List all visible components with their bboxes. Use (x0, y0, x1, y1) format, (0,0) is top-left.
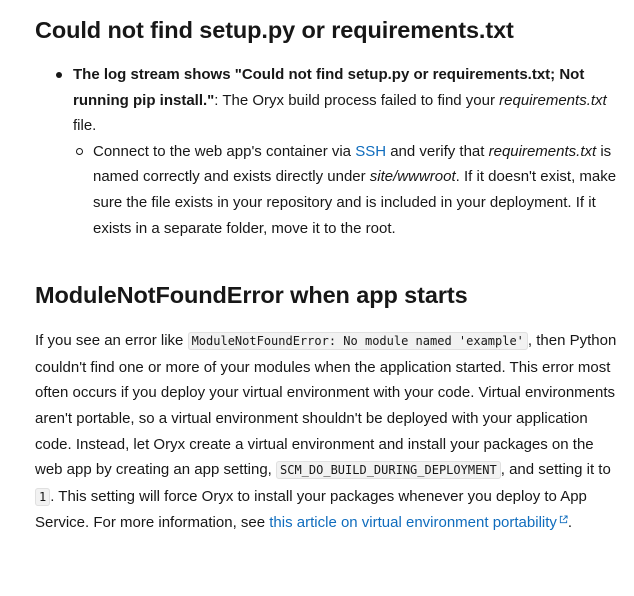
paragraph-text: , and setting it to (500, 461, 611, 479)
setting-value-code: 1 (35, 488, 50, 506)
portability-article-link[interactable] (269, 514, 568, 531)
sub-bullet-text: . If it doesn't exist, make sure the file exists in your repository and is included in your deployment. If it exists in a separate folder, move it to the root. (93, 168, 617, 237)
heading-setup-not-found: Could not find setup.py or requirements.txt (35, 17, 514, 43)
heading-module-not-found: ModuleNotFoundError when app starts (35, 282, 468, 309)
sub-bullet-list (73, 139, 624, 241)
ssh-link[interactable]: SSH (355, 142, 387, 160)
wwwroot-path: site/wwwroot (369, 168, 456, 186)
sub-bullet-text: and verify that (386, 142, 489, 160)
requirements-file-name: requirements.txt (488, 142, 597, 160)
bullet-list (35, 62, 624, 241)
paragraph-text: . (567, 514, 573, 532)
sub-bullet-text: is named correctly and exists directly under (93, 142, 612, 186)
list-item (73, 62, 624, 241)
sub-list-item (93, 139, 624, 241)
paragraph-text: If you see an error like (35, 332, 188, 350)
external-link-icon (559, 515, 568, 524)
sub-bullet-text: Connect to the web app's container via (93, 142, 356, 160)
paragraph-text: . This setting will force Oryx to install your packages whenever you deploy to App Service. For more information, see (35, 487, 587, 532)
paragraph-text: , then Python couldn't find one or more of your modules when the application started. This error most often occurs if you deploy your virtual environment with your code. Virtual environments aren't portable, so a virtual environment shouldn't be deployed with your application code. Instead, let Oryx create a virtual environment and install your packages on the web app by creating an app setting, (35, 332, 617, 479)
scm-setting-code: SCM_DO_BUILD_DURING_DEPLOYMENT (276, 461, 501, 479)
log-message-text: The log stream shows "Could not find setup.py or requirements.txt; Not running pip install." (73, 66, 585, 109)
module-error-code: ModuleNotFoundError: No module named 'example' (188, 332, 528, 350)
bullet-text-end: file. (73, 117, 97, 135)
module-error-paragraph (35, 328, 624, 536)
portability-article-link-text: this article on virtual environment portability (269, 514, 557, 532)
requirements-file-name: requirements.txt (499, 91, 607, 109)
bullet-text: : The Oryx build process failed to find your (214, 91, 500, 109)
